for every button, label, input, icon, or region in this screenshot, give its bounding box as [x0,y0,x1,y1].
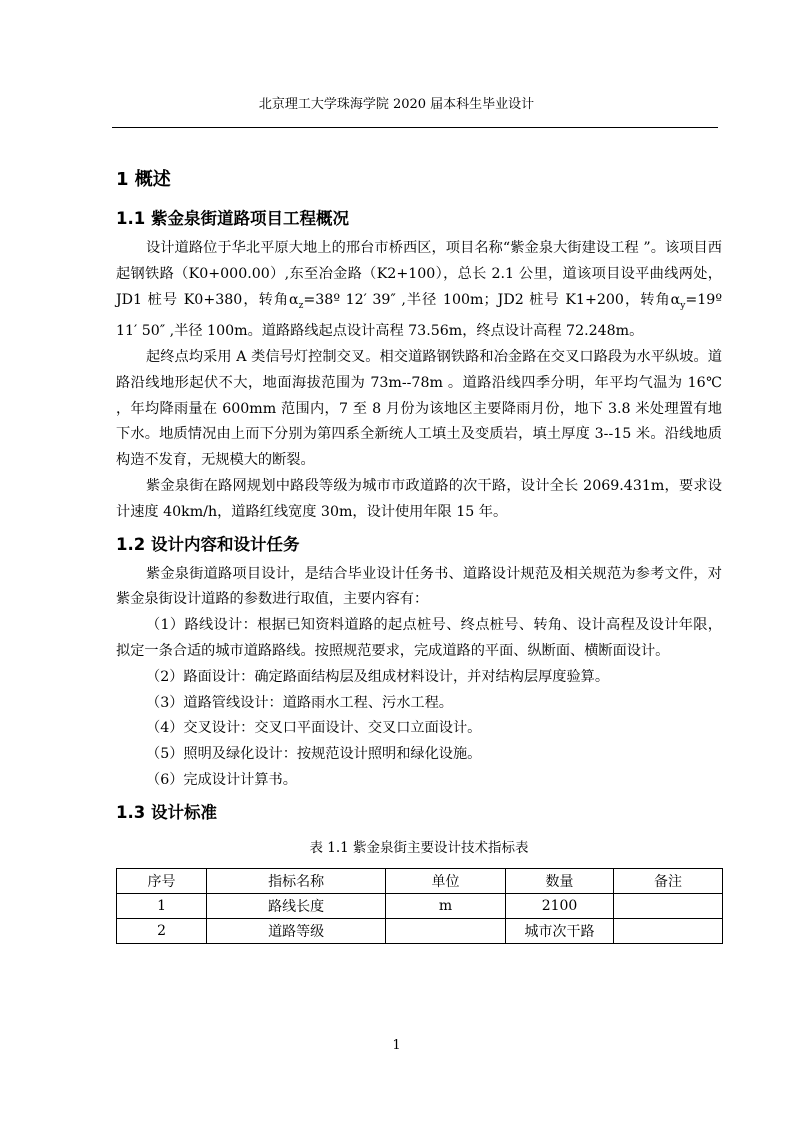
section-1-2-title: 1.2 设计内容和设计任务 [116,534,300,554]
table-row [117,918,723,943]
section-1-2-intro: 紫金泉街道路项目设计，是结合毕业设计任务书、道路设计规范及相关规范为参考文件，对紫金泉街设计道路的参数进行取值，主要内容有： [116,565,722,608]
section-1-title: 1 概述 [116,169,171,190]
list-item: （3）道路管线设计：道路雨水工程、污水工程。 [146,694,453,711]
list-item: （1）路线设计：根据已知资料道路的起点桩号、终点桩号、转角、设计高程及设计年限，拟定一条合适的城市道路路线。按照规范要求，完成道路的平面、纵断面、横断面设计。 [116,617,722,659]
header-rule [112,127,718,128]
p1-text-b: =38º 12′ 39″ ,半径 100m；JD2 桩号 K1+200，转角α [303,291,681,308]
table-cell: 城市次干路 [505,918,613,943]
table-header-cell: 序号 [117,868,207,893]
p1-sub-z: z [298,300,304,311]
p1-sub-y: y [680,300,686,311]
p1-text-c: =19º 11′ 50″ ,半径 100m。道路路线起点设计高程 73.56m，终点设计高程 72.248m。 [116,291,722,340]
table-cell: 1 [117,893,207,918]
page-number: 1 [392,1038,401,1053]
table-header-cell: 指标名称 [207,868,386,893]
page-header: 北京理工大学珠海学院 2020 届本科生毕业设计 [258,97,535,112]
table-cell: m [386,893,506,918]
table-cell: 2100 [505,893,613,918]
table-row [117,893,723,918]
table-cell [614,918,723,943]
section-1-1-paragraph-1 [116,236,722,345]
table-header-row [117,868,723,893]
table-caption: 表 1.1 紫金泉街主要设计技术指标表 [309,839,529,856]
design-standards-table [116,868,723,944]
p1-text-a: 设计道路位于华北平原大地上的邢台市桥西区，项目名称“紫金泉大街建设工程 ”。该项目西起钢铁路（K0+000.00）,东至冶金路（K2+100），总长 2.1 公里，道该项目设平曲线两处，JD1 桩号 K0+380，转角α [116,240,722,308]
list-item: （6）完成设计计算书。 [146,771,297,788]
section-1-1-paragraph-2: 起终点均采用 A 类信号灯控制交叉。相交道路钢铁路和冶金路在交叉口路段为水平纵坡。道路沿线地形起伏不大，地面海拔范围为 73m--78m 。道路沿线四季分明，年平均气温为 16℃ ，年均降雨量在 600mm 范围内，7 至 8 月份为该地区主要降雨月份，地下 3.8 米处理置有地下水。地质情况由上而下分别为第四系全新统人工填土及变质岩，填土厚度 3--15 米。沿线地质构造不发育，无规模大的断裂。 [116,349,722,469]
list-item: （2）路面设计：确定路面结构层及组成材料设计，并对结构层厚度验算。 [146,668,610,685]
section-1-3-title: 1.3 设计标准 [116,802,217,822]
table-header-cell: 数量 [505,868,613,893]
list-item: （4）交叉设计：交叉口平面设计、交叉口立面设计。 [146,720,482,737]
table-cell [386,918,506,943]
section-1-1-title: 1.1 紫金泉街道路项目工程概况 [116,209,349,228]
table-header-cell: 备注 [614,868,723,893]
list-item: （5）照明及绿化设计：按规范设计照明和绿化设施。 [146,746,482,763]
table-cell: 道路等级 [207,918,386,943]
section-1-1-paragraph-3: 紫金泉街在路网规划中路段等级为城市市政道路的次干路，设计全长 2069.431m，要求设计速度 40km/h，道路红线宽度 30m，设计使用年限 15 年。 [116,478,722,520]
table-cell: 2 [117,918,207,943]
table-cell: 路线长度 [207,893,386,918]
table-cell [614,893,723,918]
document-body [116,160,722,944]
table-header-cell: 单位 [386,868,506,893]
